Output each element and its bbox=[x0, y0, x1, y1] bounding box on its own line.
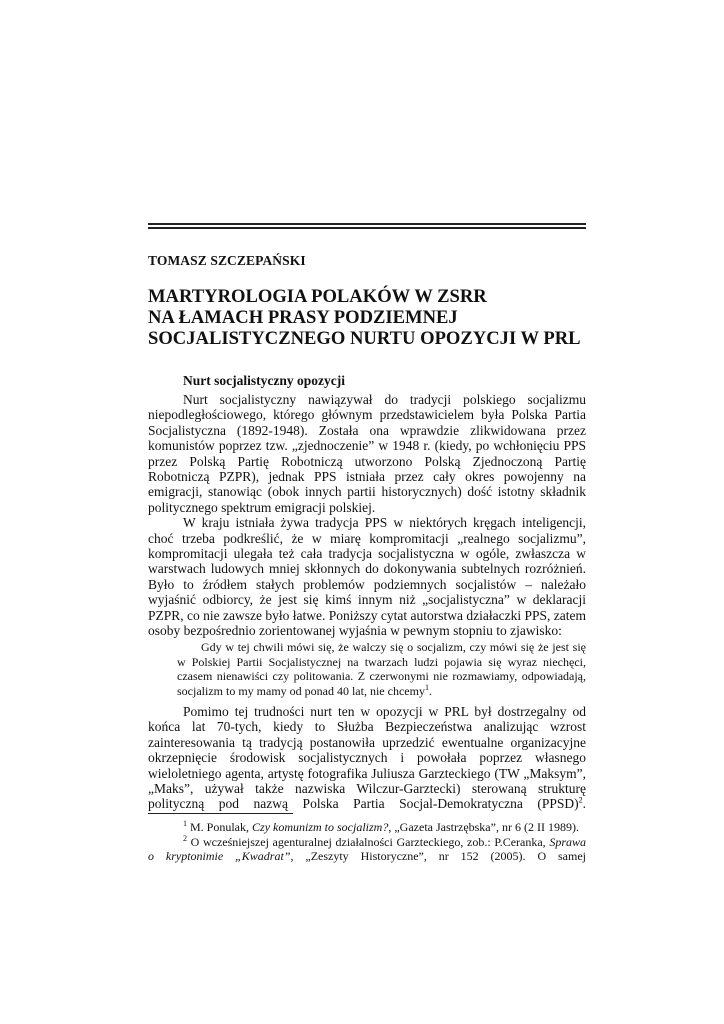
footnote-text: M. Ponulak, bbox=[187, 820, 253, 834]
title-line: MARTYROLOGIA POLAKÓW W ZSRR bbox=[148, 286, 487, 307]
footnote-ref[interactable]: 1 bbox=[424, 682, 429, 692]
paragraph-end: . bbox=[582, 796, 586, 812]
paragraph bbox=[148, 704, 586, 812]
footnote bbox=[148, 835, 586, 864]
body-text-continued bbox=[148, 704, 586, 812]
quote-paragraph: Gdy w tej chwili mówi się, że walczy się o socjalizm, czy mówi się że jest się w Polskiej Partii Socjalistycznej na twarzach ludzi pojawia się wyraz niechęci, czasem nienawiści czy politowania. Z czerwonymi nie rozmawiamy, odpowiadają, socjalizm to my mamy od ponad 40 lat, nie chcemy$^1$. bbox=[177, 640, 586, 698]
title-line: SOCJALISTYCZNEGO NURTU OPOZYCJI W PRL bbox=[148, 328, 581, 349]
footnote-text: , „Zeszyty Historyczne”, nr 152 (2005). O samej bbox=[290, 849, 586, 864]
footnotes bbox=[148, 820, 586, 864]
footnote-title: Czy komunizm to socjalizm? bbox=[252, 820, 389, 834]
footnote-text: O wcześniejszej agenturalnej działalności Garzteckiego, zob.: P.Ceranka, bbox=[187, 834, 550, 849]
section-heading: Nurt socjalistyczny opozycji bbox=[183, 373, 345, 388]
paragraph: Nurt socjalistyczny nawiązywał do tradycji polskiego socjalizmu niepodległościowego, którego głównym przedstawicielem była Polska Partia Socjalistyczna (1892-1948). Została ona wprawdzie zlikwidowana przez komunistów poprzez tzw. „zjednoczenie” w 1948 r. (kiedy, po wchłonięciu PPS przez Polską Partię Robotniczą utworzono Polską Zjednoczoną Partię Robotniczą PZPR), jednak PPS istniała przez cały okres powojenny na emigracji, stanowiąc (obok innych partii historycznych) dość istotny składnik politycznego spektrum emigracji polskiej. bbox=[148, 392, 586, 515]
footnote-text: , „Gazeta Jastrzębska”, nr 6 (2 II 1989). bbox=[388, 820, 579, 834]
paragraph-text: Pomimo tej trudności nurt ten w opozycji w PRL był dostrzegalny od końca lat 70-tych, kiedy to Służba Bezpieczeństwa analizując wzrost zainteresowania tą tradycją postanowiła uprzedzić ewentualne organizacyjne okrzepnięcie środowisk socjalistycznych i powołała poprzez własnego wieloletniego agenta, artystę fotografika Juliusza Garzteckiego (TW „Maksym”, „Maks”, używał także nazwiska Wilczur-Garztecki) sterowaną strukturę polityczną pod nazwą Polska Partia Socjal-Demokratyczna (PPSD) bbox=[148, 704, 586, 812]
header-rule-line bbox=[148, 223, 586, 225]
title-line: NA ŁAMACH PRASY PODZIEMNEJ bbox=[148, 307, 458, 328]
footnote-ref[interactable]: 2 bbox=[578, 795, 583, 805]
header-rule-line bbox=[148, 227, 586, 229]
body-text bbox=[148, 392, 586, 639]
footnote bbox=[148, 820, 586, 835]
footnote-number: 1 bbox=[183, 819, 187, 828]
quote-text: Gdy w tej chwili mówi się, że walczy się o socjalizm, czy mówi się że jest się w Polskiej Partii Socjalistycznej na twarzach ludzi pojawia się wyraz niechęci, czasem nienawiści czy politowania. Z czerwonymi nie rozmawiamy, odpowiadają, socjalizm to my mamy od ponad 40 lat, nie chcemy bbox=[177, 640, 586, 698]
author-name: TOMASZ SZCZEPAŃSKI bbox=[148, 253, 306, 268]
header-double-rule bbox=[148, 223, 586, 231]
block-quote bbox=[177, 640, 586, 698]
footnote-number: 2 bbox=[183, 833, 187, 843]
paragraph: W kraju istniała żywa tradycja PPS w niektórych kręgach inteligencji, choć trzeba podkreślić, że w miarę kompromitacji „realnego socjalizmu”, kompromitacji ulegała też cała tradycja socjalistyczna w ogóle, zwłaszcza w warstwach ludowych mniej skłonnych do dokonywania subtelnych rozróżnień. Było to źródłem stałych problemów podziemnych socjalistów – należało wyjaśnić odbiorcy, że jest się kimś innym niż „socjalistyczna” w deklaracji PZPR, co nie zawsze było łatwe. Poniższy cytat autorstwa działaczki PPS, zatem osoby bezpośrednio zorientowanej wyjaśnia w pewnym stopniu to zjawisko: bbox=[148, 515, 586, 639]
article-title bbox=[148, 286, 586, 349]
footnote-title: Sprawa o kryptonimie „Kwadrat” bbox=[148, 834, 586, 864]
footnote-separator bbox=[148, 813, 293, 814]
